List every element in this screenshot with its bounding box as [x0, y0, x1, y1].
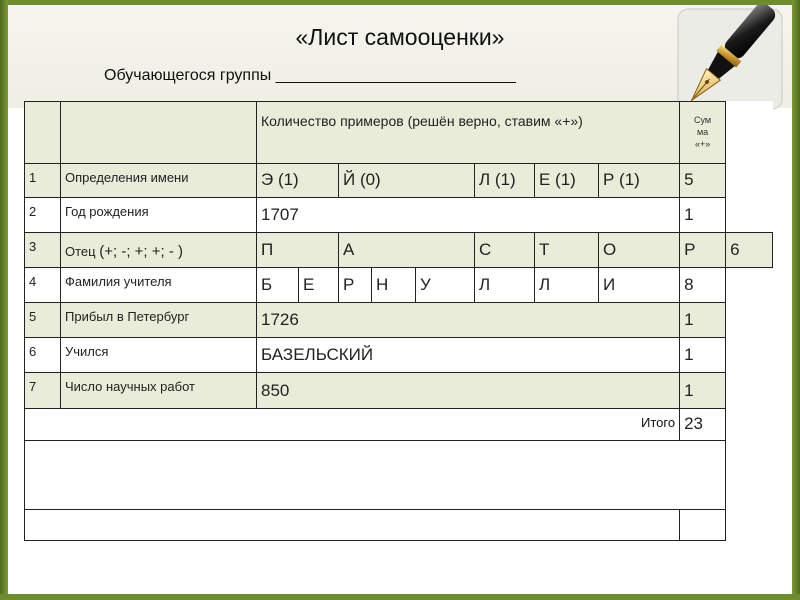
- empty-row: [25, 441, 773, 510]
- cell-value: 1726: [257, 302, 680, 337]
- empty-row: [25, 509, 773, 540]
- cell-value: Й (0): [339, 163, 475, 197]
- self-assessment-table: [24, 101, 773, 541]
- table-row: [25, 302, 773, 337]
- right-border: [792, 0, 800, 600]
- total-row: [25, 408, 773, 440]
- row-label-main: Отец: [65, 244, 96, 260]
- sum-header-line: «+»: [694, 139, 711, 150]
- row-number: 7: [25, 373, 61, 408]
- empty-cell: [680, 509, 726, 540]
- sum-header: [680, 102, 726, 164]
- empty-cell: [25, 441, 726, 510]
- row-sum: 5: [680, 163, 726, 197]
- sum-header-line: Сум: [694, 115, 712, 126]
- cell-value: Э (1): [257, 163, 339, 197]
- cell-value: Б: [257, 268, 299, 302]
- row-sum: 8: [680, 268, 726, 302]
- row-label: Учился: [61, 338, 257, 373]
- row-number: 1: [25, 163, 61, 197]
- row-label: Определения имени: [61, 163, 257, 197]
- table-header-row: [25, 102, 773, 164]
- row-sum: 6: [726, 233, 773, 268]
- cell-value: С: [475, 233, 535, 268]
- header-empty-label: [61, 102, 257, 164]
- row-sum: 1: [680, 373, 726, 408]
- left-border: [0, 0, 8, 600]
- header-empty-num: [25, 102, 61, 164]
- empty-cell: [25, 509, 680, 540]
- table-row: [25, 233, 773, 268]
- cell-value: У: [416, 268, 475, 302]
- row-label: Прибыл в Петербург: [61, 302, 257, 337]
- cell-value: Р: [339, 268, 372, 302]
- row-label: Число научных работ: [61, 373, 257, 408]
- sum-header-line: ма: [696, 127, 709, 138]
- row-sum: 1: [680, 197, 726, 232]
- cell-value: Н: [372, 268, 416, 302]
- cell-value: Т: [535, 233, 599, 268]
- row-label: [61, 233, 257, 268]
- row-number: 6: [25, 338, 61, 373]
- page-title: «Лист самооценки»: [295, 24, 505, 50]
- cell-value: Л (1): [475, 163, 535, 197]
- total-value: 23: [680, 408, 726, 440]
- row-sum: 1: [680, 302, 726, 337]
- row-label-marks: (+; -; +; +; - ): [99, 243, 184, 261]
- cell-value: 1707: [257, 197, 680, 232]
- cell-value: Р (1): [599, 163, 680, 197]
- total-label: Итого: [25, 408, 680, 440]
- cell-value: Р: [680, 233, 726, 268]
- bottom-border: [0, 594, 800, 600]
- row-number: 5: [25, 302, 61, 337]
- cell-value: А: [339, 233, 475, 268]
- row-label: Фамилия учителя: [61, 268, 257, 302]
- table-row: [25, 268, 773, 302]
- cell-value: БАЗЕЛЬСКИЙ: [257, 338, 680, 373]
- row-number: 2: [25, 197, 61, 232]
- table-row: [25, 197, 773, 232]
- row-number: 3: [25, 233, 61, 268]
- table-row: [25, 373, 773, 408]
- cell-value: Е (1): [535, 163, 599, 197]
- cell-value: И: [599, 268, 680, 302]
- table-row: [25, 338, 773, 373]
- cell-value: 850: [257, 373, 680, 408]
- row-number: 4: [25, 268, 61, 302]
- cell-value: О: [599, 233, 680, 268]
- examples-header: Количество примеров (решён верно, ставим «+»): [257, 102, 680, 164]
- row-sum: 1: [680, 338, 726, 373]
- table-row: [25, 163, 773, 197]
- row-label: Год рождения: [61, 197, 257, 232]
- cell-value: Е: [299, 268, 339, 302]
- cell-value: Л: [475, 268, 535, 302]
- cell-value: П: [257, 233, 339, 268]
- cell-value: Л: [535, 268, 599, 302]
- fountain-pen-icon: [672, 5, 790, 115]
- group-line: Обучающегося группы ___________________________: [104, 67, 516, 84]
